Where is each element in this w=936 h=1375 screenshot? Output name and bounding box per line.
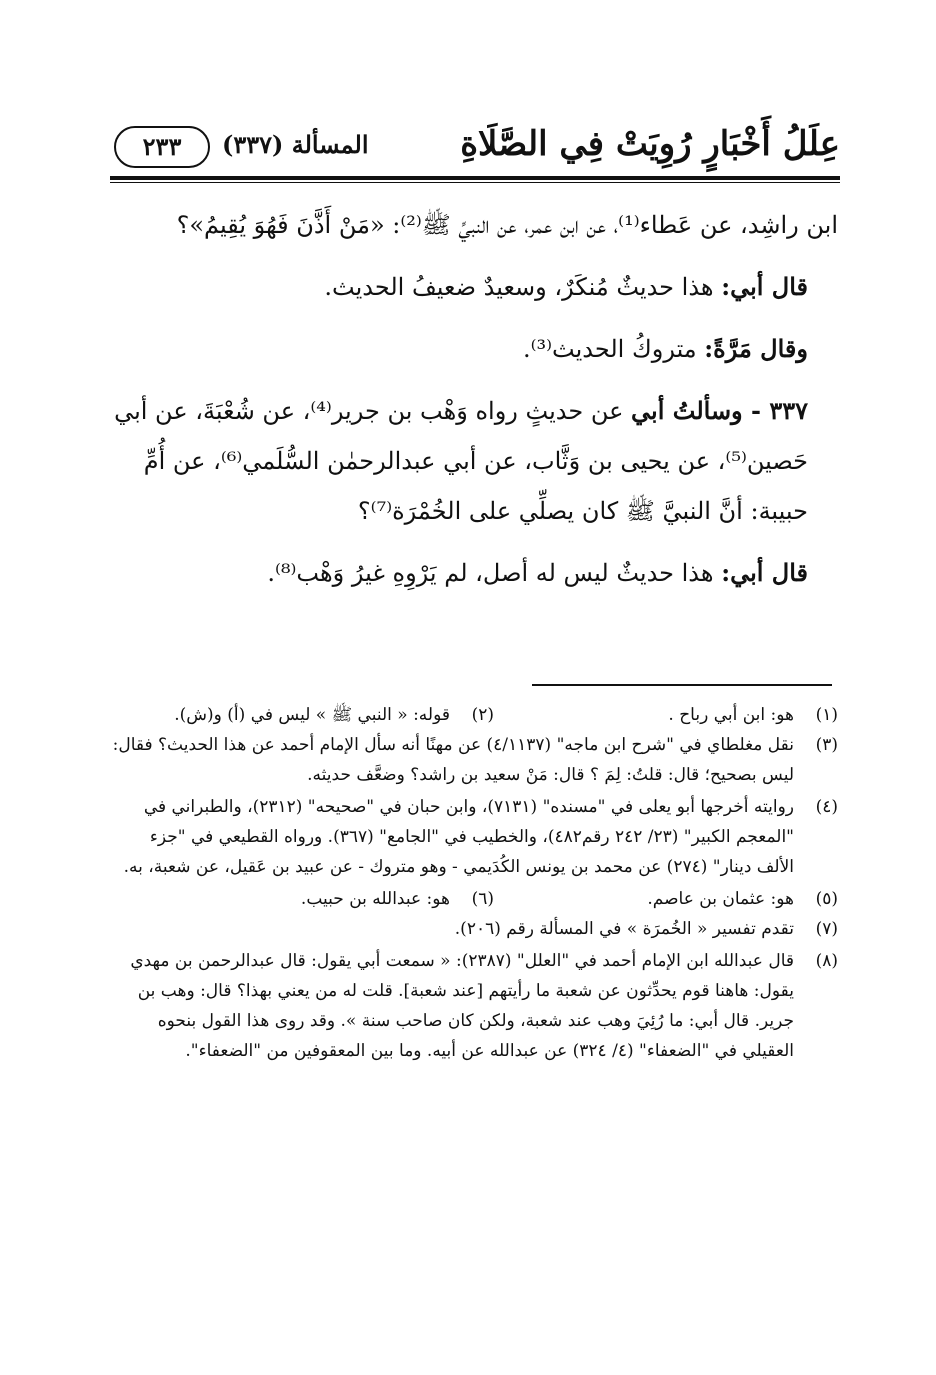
- footnote-7: [112, 914, 838, 944]
- footnote-4: [112, 792, 838, 882]
- paragraph-5-text: هذا حديثٌ ليس له أصل، لم يَرْوِهِ غيرُ وَهْب⁽⁸⁾.: [267, 559, 722, 587]
- page-number-badge: ٢٣٣: [114, 126, 210, 168]
- page-header: [110, 118, 840, 174]
- footnote-number: (٥): [815, 889, 838, 909]
- speaker-label: وقال مَرَّةً:: [704, 334, 808, 363]
- header-rule-thick: [110, 176, 840, 180]
- footnote-text: تقدم تفسير « الخُمرَة » في المسألة رقم (٢٠٦).: [454, 919, 794, 939]
- footnote-row-1-2: [112, 700, 838, 730]
- footnote-number: (٢): [471, 705, 494, 725]
- masala-label: المسألة (٣٣٧): [222, 130, 369, 159]
- footnote-text: قال عبدالله ابن الإمام أحمد في "العلل" (٢٣٨٧): « سمعت أبي يقول: قال عبدالرحمن بن مهدي يقول: هاهنا قوم يحدِّثون عن شعبة ما رأيتهم [عند شعبة]. قلت له من يعني بهذا؟ قال: وهب بن جرير. قال أبي: ما رُئِيَ وهب عند شعبة، ولكن كان صاحب سنة ». وقد روى هذا القول بنحوه العقيلي في "الضعفاء" (٤/ ٣٢٤) عن عبدالله عن أبيه. وما بين المعقوفين من "الضعفاء".: [130, 951, 794, 1061]
- footnote-text: قوله: « النبي ﷺ » ليس في (أ) و(ش).: [174, 705, 450, 725]
- footnote-number: (١): [815, 705, 838, 725]
- footnotes: [112, 700, 838, 1068]
- footnote-number: (٤): [815, 797, 838, 817]
- footnote-1: [494, 700, 838, 730]
- footnote-text: هو: ابن أبي رباح .: [668, 705, 794, 725]
- footnote-text: هو: عثمان بن عاصم.: [647, 889, 794, 909]
- footnote-text: هو: عبدالله بن حبيب.: [300, 889, 450, 909]
- paragraph-3: [112, 324, 838, 374]
- footnote-text: نقل مغلطاي في "شرح ابن ماجه" (٤/١١٣٧) عن مهنًا أنه سأل الإمام أحمد عن هذا الحديث؟ فقال: ليس بصحيح؛ قال: قلتُ: لِمَ ؟ قال: مَنْ سعيد بن راشد؟ وضعَّف حديثه.: [112, 735, 794, 785]
- footnote-number: (٨): [815, 951, 838, 971]
- footnote-2: [174, 700, 494, 730]
- paragraph-1: [112, 200, 838, 250]
- footnote-3: [112, 730, 838, 790]
- paragraph-1-text: ابن راشِد، عن عَطاء⁽¹⁾، عن ابن عمر، عن النبيِّ ﷺ⁽²⁾: «مَنْ أَذَّنَ فَهُوَ يُقِيمُ»؟: [176, 211, 838, 239]
- footnote-separator: [532, 684, 832, 686]
- footnote-text: روايته أخرجها أبو يعلى في "مسنده" (٧١٣١)، وابن حبان في "صحيحه" (٢٣١٢)، والطبراني في "المعجم الكبير" (٢٣/ ٢٤٢ رقم٤٨٢)، والخطيب في "الجامع" (٣٦٧). ورواه القطيعي في "جزء الألف دينار" (٢٧٤) عن محمد بن يونس الكُدَيمي - وهو متروك - عن عبيد بن عَقيل، عن شعبة، به.: [123, 797, 794, 877]
- footnote-number: (٦): [471, 889, 494, 909]
- main-text: [112, 200, 838, 610]
- paragraph-2: [112, 262, 838, 312]
- footnote-number: (٣): [815, 735, 838, 755]
- footnote-row-5-6: [112, 884, 838, 914]
- footnote-5: [494, 884, 838, 914]
- book-title: عِلَلُ أَخْبَارٍ رُوِيَتْ فِي الصَّلَاةِ: [460, 124, 840, 164]
- question-number-lead: ٣٣٧ - وسألتُ أبي: [631, 396, 808, 425]
- paragraph-5: [112, 548, 838, 598]
- paragraph-4: [112, 386, 838, 536]
- footnote-6: [301, 884, 494, 914]
- footnote-number: (٧): [815, 919, 838, 939]
- header-rule-thin: [110, 182, 840, 183]
- paragraph-3-text: متروكُ الحديث⁽³⁾.: [522, 335, 705, 363]
- speaker-label: قال أبي:: [721, 272, 808, 301]
- speaker-label: قال أبي:: [721, 558, 808, 587]
- footnote-8: [112, 946, 838, 1066]
- paragraph-4-text: عن حديثٍ رواه وَهْب بن جرير⁽⁴⁾، عن شُعْبَةَ، عن أبي حَصين⁽⁵⁾، عن يحيى بن وَثَّاب، عن أبي عبدالرحمٰن السُّلَمي⁽⁶⁾، عن أُمِّ حبيبة: أنَّ النبيَّ ﷺ كان يصلِّي على الخُمْرَة⁽⁷⁾؟: [114, 397, 808, 525]
- paragraph-2-text: هذا حديثٌ مُنكَرٌ، وسعيدٌ ضعيفُ الحديث.: [324, 273, 722, 301]
